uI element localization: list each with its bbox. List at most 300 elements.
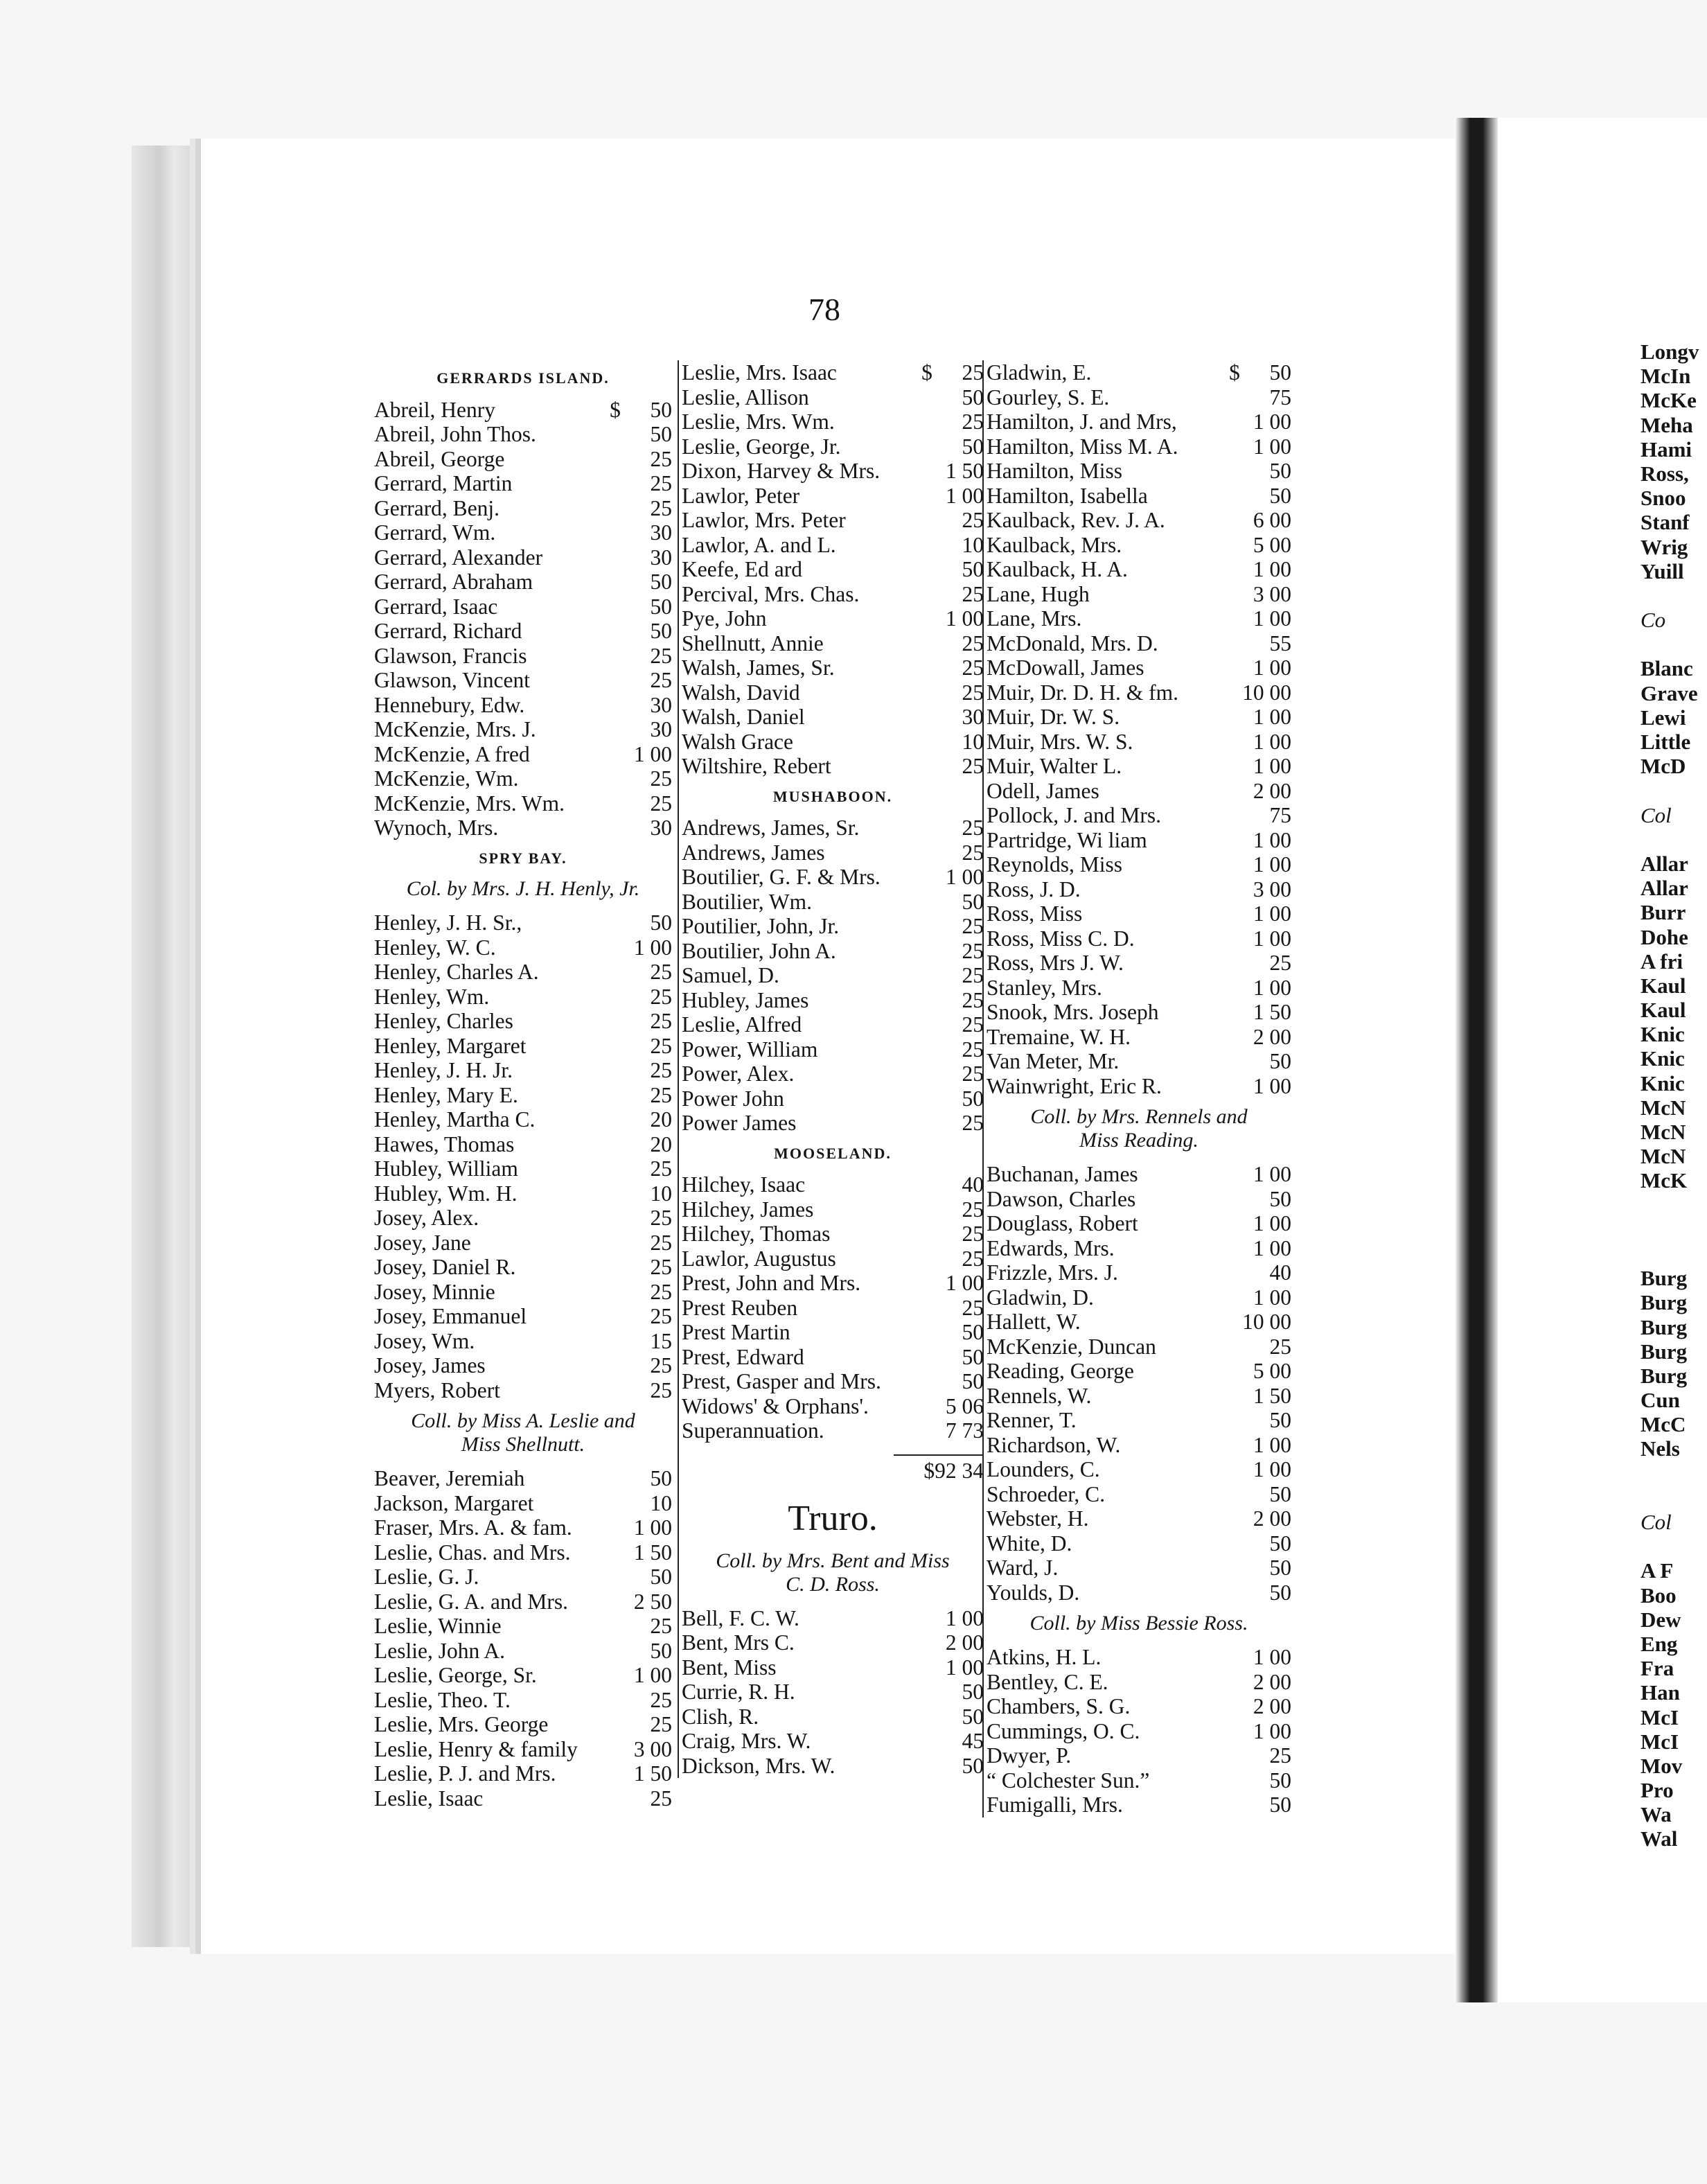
donor-row: [374, 1156, 672, 1181]
donor-row: [987, 1285, 1291, 1310]
donor-name: Gerrard, Alexander: [374, 545, 543, 570]
donation-amount: 25: [650, 668, 672, 692]
donor-name: Gourley, S. E.: [987, 385, 1110, 410]
donation-amount: 2 00: [1253, 1669, 1291, 1694]
donor-row: [682, 360, 984, 385]
section-heading: SPRY BAY.: [479, 849, 567, 867]
donor-row: [374, 1132, 672, 1157]
donor-row: [682, 680, 984, 705]
right-page-fragment: A F: [1640, 1558, 1674, 1583]
donor-row: [374, 1009, 672, 1034]
donor-row: [374, 1353, 672, 1378]
donation-amount: 25: [962, 1037, 984, 1062]
right-page-fragment: Allar: [1640, 851, 1688, 876]
spacer: [1640, 1534, 1707, 1558]
donor-name: Hilchey, Isaac: [682, 1172, 806, 1197]
donor-row: [987, 1506, 1291, 1531]
right-page-fragment: Burg: [1640, 1363, 1688, 1388]
right-page-fragment: Kaul: [1640, 998, 1686, 1023]
donation-amount: 25: [650, 471, 672, 495]
donor-name: Dwyer, P.: [987, 1743, 1072, 1768]
donor-name: Ross, Miss C. D.: [987, 926, 1135, 951]
donor-row: [987, 508, 1291, 533]
donation-amount: 1 00: [1253, 926, 1291, 951]
donor-row: [374, 471, 672, 496]
donation-amount: 50: [1269, 1768, 1291, 1793]
donor-row: [682, 385, 984, 410]
donor-row: [682, 914, 984, 939]
donor-name: Dickson, Mrs. W.: [682, 1753, 835, 1778]
donor-row: [987, 828, 1291, 853]
donation-amount: 50: [1269, 1531, 1291, 1556]
donor-name: McDonald, Mrs. D.: [987, 631, 1158, 655]
donor-name: White, D.: [987, 1531, 1072, 1556]
donor-name: Josey, Minnie: [374, 1279, 495, 1304]
donor-name: Snook, Mrs. Joseph: [987, 1000, 1159, 1024]
donation-amount: 1 00: [1253, 1645, 1291, 1669]
donor-name: “ Colchester Sun.”: [987, 1768, 1150, 1793]
donation-amount: 50: [962, 1086, 984, 1111]
donor-name: Kaulback, H. A.: [987, 557, 1128, 581]
donor-row: [682, 410, 984, 434]
donor-row: [374, 668, 672, 693]
donation-amount: 10: [650, 1490, 672, 1515]
donor-name: Hamilton, Isabella: [987, 483, 1148, 508]
donation-amount: 10: [650, 1181, 672, 1206]
donor-row: [987, 1457, 1291, 1482]
donation-amount: 50: [962, 1369, 984, 1393]
donor-row: [682, 1418, 984, 1443]
donor-row: [987, 1768, 1291, 1793]
donor-name: Josey, Alex.: [374, 1206, 479, 1230]
donor-row: [987, 1645, 1291, 1670]
donor-name: Bent, Miss: [682, 1655, 777, 1680]
right-page-fragment: Stanf: [1640, 510, 1690, 535]
donor-row: [374, 766, 672, 791]
donor-name: Andrews, James, Sr.: [682, 816, 860, 840]
donor-name: Prest Reuben: [682, 1295, 798, 1320]
donation-amount: 50: [962, 434, 984, 459]
donation-amount: 1 00: [1253, 705, 1291, 729]
donor-name: Fraser, Mrs. A. & fam.: [374, 1515, 572, 1540]
donation-amount: 50: [650, 422, 672, 446]
donor-name: Wainwright, Eric R.: [987, 1073, 1162, 1098]
donor-name: Stanley, Mrs.: [987, 975, 1102, 1000]
right-page-fragment: Boo: [1640, 1583, 1677, 1608]
right-page-fragment: McN: [1640, 1144, 1686, 1169]
donation-amount: 25: [650, 1255, 672, 1279]
spacer: [1640, 827, 1707, 852]
donor-name: Ross, J. D.: [987, 877, 1081, 901]
right-page-fragment: Dew: [1640, 1607, 1681, 1632]
donor-name: Leslie, P. J. and Mrs.: [374, 1761, 556, 1786]
donor-name: Gerrard, Martin: [374, 471, 513, 495]
right-page-fragment: Knic: [1640, 1046, 1685, 1071]
donor-name: Leslie, Mrs. George: [374, 1712, 549, 1736]
donor-row: [374, 1304, 672, 1329]
donor-row: [682, 1606, 984, 1631]
donation-amount: 1 00: [1253, 901, 1291, 926]
donor-row: [987, 1074, 1291, 1099]
donor-name: Josey, Daniel R.: [374, 1255, 516, 1279]
donor-row: [682, 484, 984, 509]
donor-row: [374, 1712, 672, 1737]
donor-row: [374, 619, 672, 644]
donor-name: Ross, Miss: [987, 901, 1083, 926]
donation-amount: 50: [650, 910, 672, 935]
right-page-fragment: Col: [1640, 1510, 1672, 1534]
donor-name: Hawes, Thomas: [374, 1131, 515, 1156]
donor-row: [987, 1743, 1291, 1768]
donor-row: [682, 1271, 984, 1296]
donor-name: Walsh, David: [682, 680, 800, 705]
right-page-fragment: Kaul: [1640, 973, 1686, 998]
donor-name: Buchanan, James: [987, 1162, 1138, 1186]
donor-row: [682, 533, 984, 558]
spacer: [1640, 632, 1707, 656]
donation-amount: 1 00: [1253, 827, 1291, 852]
donor-name: Reading, George: [987, 1359, 1134, 1383]
donor-row: [374, 644, 672, 669]
donor-name: Lawlor, Peter: [682, 483, 800, 508]
donation-amount: 25: [650, 1712, 672, 1736]
donation-amount: 1 50: [1253, 1383, 1291, 1408]
donor-row: [374, 1565, 672, 1589]
donation-amount: 3 00: [633, 1736, 672, 1761]
donation-amount: 50: [1269, 360, 1291, 385]
right-page-fragment: Wrig: [1640, 534, 1688, 559]
donation-amount: 1 50: [1253, 1000, 1291, 1024]
donor-row: [987, 1384, 1291, 1409]
donation-amount: 25: [962, 410, 984, 434]
right-page-fragment: Wal: [1640, 1826, 1678, 1851]
donor-name: Leslie, George, Sr.: [374, 1663, 537, 1687]
donation-amount: 1 00: [945, 1271, 984, 1295]
donor-row: [374, 1255, 672, 1280]
donor-row: [682, 655, 984, 680]
donor-row: [374, 791, 672, 816]
donor-row: [987, 1162, 1291, 1187]
collector-note: Coll. by Mrs. Bent and Miss C. D. Ross.: [716, 1549, 950, 1596]
donor-name: Henley, Martha C.: [374, 1107, 536, 1131]
donor-name: Shellnutt, Annie: [682, 631, 824, 655]
donation-amount: 10 00: [1242, 1310, 1291, 1334]
donation-amount: 25: [650, 960, 672, 984]
donor-name: Jackson, Margaret: [374, 1490, 534, 1515]
donor-row: [374, 398, 672, 423]
donation-amount: 2 00: [1253, 1024, 1291, 1049]
donation-amount: 50: [650, 1638, 672, 1663]
donor-name: Hamilton, J. and Mrs,: [987, 410, 1177, 434]
right-page-fragment: Grave: [1640, 680, 1698, 705]
donation-amount: 75: [1269, 385, 1291, 410]
donation-amount: 25: [962, 938, 984, 963]
donation-amount: 30: [650, 545, 672, 570]
collector-note: Coll. by Mrs. Rennels and Miss Reading.: [1030, 1105, 1248, 1152]
donor-row: [987, 852, 1291, 877]
donor-name: McKenzie, Duncan: [987, 1334, 1156, 1359]
donation-amount: 1 00: [945, 865, 984, 889]
donor-name: Hubley, William: [374, 1156, 518, 1181]
donation-amount: 50: [962, 889, 984, 914]
donation-amount: 25: [962, 816, 984, 840]
donation-amount: 1 00: [633, 1663, 672, 1687]
donor-name: Henley, Margaret: [374, 1033, 527, 1058]
donation-amount: 50: [962, 1680, 984, 1704]
donation-amount: 1 00: [945, 1655, 984, 1680]
donor-name: Muir, Walter L.: [987, 754, 1122, 778]
donor-name: Schroeder, C.: [987, 1481, 1106, 1506]
page-number: 78: [808, 292, 840, 327]
donor-name: Craig, Mrs. W.: [682, 1729, 811, 1753]
donor-name: Power James: [682, 1111, 797, 1135]
donation-amount: 25: [962, 963, 984, 987]
donor-row: [374, 1083, 672, 1108]
donor-name: Bent, Mrs C.: [682, 1630, 795, 1655]
donor-name: Percival, Mrs. Chas.: [682, 581, 860, 606]
right-page-fragment: Nels: [1640, 1436, 1680, 1461]
donation-amount: 1 00: [1253, 1457, 1291, 1481]
donor-name: McKenzie, Wm.: [374, 766, 519, 791]
donor-row: [987, 1260, 1291, 1285]
donation-amount: 25: [650, 1377, 672, 1402]
donor-name: Gerrard, Abraham: [374, 570, 533, 594]
donation-amount: 25: [650, 1304, 672, 1328]
donation-amount: 25: [962, 754, 984, 778]
right-page-fragment: McKe: [1640, 388, 1697, 413]
right-page-fragment: Col: [1640, 802, 1672, 827]
donation-amount: 1 00: [1253, 557, 1291, 581]
donor-name: Muir, Mrs. W. S.: [987, 729, 1133, 754]
donor-name: McKenzie, A fred: [374, 741, 530, 766]
donation-amount: 50: [650, 397, 672, 422]
donor-row: [987, 730, 1291, 755]
donor-name: Lane, Hugh: [987, 581, 1090, 606]
donation-amount: 30: [650, 816, 672, 840]
donation-amount: 30: [650, 692, 672, 717]
donor-name: Andrews, James: [682, 840, 825, 865]
donor-name: Josey, Jane: [374, 1230, 471, 1255]
right-page-fragment: Knic: [1640, 1022, 1685, 1047]
donation-amount: 50: [1269, 1556, 1291, 1580]
donation-amount: 25: [962, 680, 984, 705]
donor-name: Beaver, Jeremiah: [374, 1466, 525, 1490]
donor-row: [374, 717, 672, 742]
donor-name: Abreil, John Thos.: [374, 422, 536, 446]
donation-amount: 25: [962, 581, 984, 606]
donation-amount: 55: [1269, 631, 1291, 655]
donor-name: Walsh, Daniel: [682, 705, 805, 729]
donation-amount: 50: [650, 619, 672, 643]
town-heading: Truro.: [788, 1498, 878, 1538]
donation-amount: 1 00: [1253, 1432, 1291, 1457]
donor-name: Pye, John: [682, 606, 767, 631]
column-2: [678, 360, 984, 1778]
donor-row: [987, 951, 1291, 976]
donor-row: [987, 877, 1291, 902]
donor-row: [987, 1310, 1291, 1335]
donor-row: [374, 1614, 672, 1639]
donor-row: [374, 1034, 672, 1059]
donation-amount: 10: [962, 729, 984, 754]
donor-row: [374, 816, 672, 840]
donation-amount: 30: [962, 705, 984, 729]
donor-name: Bell, F. C. W.: [682, 1605, 799, 1630]
donor-name: Abreil, Henry: [374, 397, 495, 422]
donor-name: Van Meter, Mr.: [987, 1049, 1120, 1073]
donor-name: Henley, Mary E.: [374, 1082, 518, 1107]
right-page-fragment: Burg: [1640, 1266, 1688, 1291]
donor-row: [374, 1378, 672, 1403]
donation-amount: 50: [962, 1753, 984, 1778]
donation-amount: 40: [962, 1172, 984, 1197]
donation-amount: 1 00: [1253, 410, 1291, 434]
donation-amount: 50: [1269, 1793, 1291, 1817]
donation-amount: 25: [650, 1082, 672, 1107]
donation-amount: 50: [1269, 459, 1291, 483]
donation-amount: 1 00: [633, 741, 672, 766]
donor-row: [987, 1482, 1291, 1507]
donor-name: Lounders, C.: [987, 1457, 1100, 1481]
donor-row: [682, 705, 984, 730]
donor-row: [682, 1655, 984, 1680]
donor-name: Hilchey, James: [682, 1197, 814, 1222]
right-page-fragment: Eng: [1640, 1631, 1678, 1656]
donation-amount: 25: [962, 1295, 984, 1320]
donor-row: [987, 1335, 1291, 1359]
donation-amount: 1 00: [1253, 1211, 1291, 1235]
donation-amount: 10: [962, 532, 984, 557]
donation-amount: 25: [650, 446, 672, 471]
donation-amount: 25: [650, 766, 672, 791]
donation-amount: 25: [650, 495, 672, 520]
donor-row: [987, 779, 1291, 804]
donation-amount: 10 00: [1242, 680, 1291, 705]
right-page-fragment: Burg: [1640, 1339, 1688, 1364]
donor-name: Leslie, Alfred: [682, 1012, 802, 1037]
donor-row: [682, 582, 984, 607]
donor-row: [374, 1737, 672, 1762]
donor-name: Henley, Wm.: [374, 984, 490, 1009]
right-page-fragment: Wa: [1640, 1802, 1672, 1827]
donor-name: Hubley, James: [682, 987, 809, 1012]
donor-name: Prest, Gasper and Mrs.: [682, 1369, 881, 1393]
donor-name: Gerrard, Richard: [374, 619, 522, 643]
donor-row: [987, 410, 1291, 434]
right-page-fragment: McC: [1640, 1412, 1686, 1437]
donor-name: Widows' & Orphans'.: [682, 1393, 869, 1418]
donor-row: [682, 1754, 984, 1779]
donation-amount: 1 00: [1253, 754, 1291, 778]
donor-name: Rennels, W.: [987, 1383, 1092, 1408]
right-page-fragment: McK: [1640, 1168, 1688, 1193]
donation-amount: 2 00: [1253, 1694, 1291, 1718]
donation-amount: 25: [650, 791, 672, 816]
donor-row: [987, 1694, 1291, 1719]
donor-name: Kaulback, Mrs.: [987, 532, 1122, 557]
donor-row: [987, 1211, 1291, 1236]
donor-name: McKenzie, Mrs. J.: [374, 717, 536, 741]
donation-amount: 25: [1269, 1743, 1291, 1768]
donor-row: [374, 985, 672, 1010]
donation-amount: 50: [1269, 1049, 1291, 1073]
donation-amount: 50: [1269, 1186, 1291, 1211]
donor-name: Henley, Charles A.: [374, 960, 539, 984]
donor-name: Youlds, D.: [987, 1580, 1080, 1605]
donor-row: [682, 890, 984, 915]
donor-row: [987, 1359, 1291, 1384]
donor-name: Henley, J. H. Jr.: [374, 1058, 513, 1082]
donor-name: Hennebury, Edw.: [374, 692, 525, 717]
donation-amount: 1 00: [1253, 434, 1291, 459]
donor-name: Muir, Dr. W. S.: [987, 705, 1120, 729]
donation-amount: 25: [650, 1687, 672, 1712]
donor-name: Abreil, George: [374, 446, 505, 471]
donor-row: [374, 447, 672, 472]
donor-name: Douglass, Robert: [987, 1211, 1138, 1235]
donor-name: Josey, Wm.: [374, 1328, 475, 1353]
donor-row: [374, 1181, 672, 1206]
right-page-fragment: McN: [1640, 1120, 1686, 1144]
donor-name: Lawlor, Mrs. Peter: [682, 508, 846, 532]
donor-row: [682, 840, 984, 865]
donation-amount: 25: [650, 1206, 672, 1230]
donor-name: Leslie, G. J.: [374, 1565, 479, 1589]
donation-amount: 50: [962, 1320, 984, 1344]
donor-name: Walsh, James, Sr.: [682, 655, 835, 680]
right-page-fragment: Co: [1640, 608, 1666, 633]
donation-amount: 25: [962, 508, 984, 532]
spacer: [1640, 1242, 1707, 1266]
donation-amount: 2 00: [1253, 1506, 1291, 1531]
donation-amount: 1 00: [1253, 606, 1291, 631]
donor-name: Poutilier, John, Jr.: [682, 914, 840, 938]
donation-amount: 1 00: [633, 1515, 672, 1540]
spacer: [1640, 1193, 1707, 1217]
donation-amount: 1 00: [633, 935, 672, 960]
donation-amount: 50: [650, 1565, 672, 1589]
donor-row: [987, 1719, 1291, 1744]
donation-amount: 50: [962, 1704, 984, 1729]
donation-amount: 25: [962, 631, 984, 655]
donor-name: Josey, James: [374, 1353, 486, 1377]
donor-name: Superannuation.: [682, 1418, 824, 1443]
donation-amount: 1 00: [1253, 975, 1291, 1000]
donor-name: Henley, Charles: [374, 1009, 513, 1033]
donor-name: Gerrard, Wm.: [374, 520, 496, 545]
donor-row: [374, 935, 672, 960]
right-page-fragment: Knic: [1640, 1071, 1685, 1095]
right-page-fragment: Allar: [1640, 876, 1688, 901]
donor-row: [987, 484, 1291, 509]
spacer: [1640, 1217, 1707, 1242]
donor-row: [987, 926, 1291, 951]
donor-row: [682, 1320, 984, 1345]
donor-name: Wynoch, Mrs.: [374, 816, 499, 840]
donor-name: McDowall, James: [987, 655, 1144, 680]
donor-name: Dawson, Charles: [987, 1186, 1136, 1211]
donor-name: Leslie, Chas. and Mrs.: [374, 1540, 571, 1565]
donor-row: [987, 1000, 1291, 1025]
donor-row: [374, 1231, 672, 1256]
donor-row: [374, 422, 672, 447]
right-page-fragment: Mov: [1640, 1753, 1683, 1778]
donation-amount: 50: [962, 385, 984, 410]
donor-row: [987, 1049, 1291, 1074]
spacer: [1640, 1486, 1707, 1510]
donor-name: Glawson, Vincent: [374, 668, 530, 692]
donor-row: [682, 1729, 984, 1754]
